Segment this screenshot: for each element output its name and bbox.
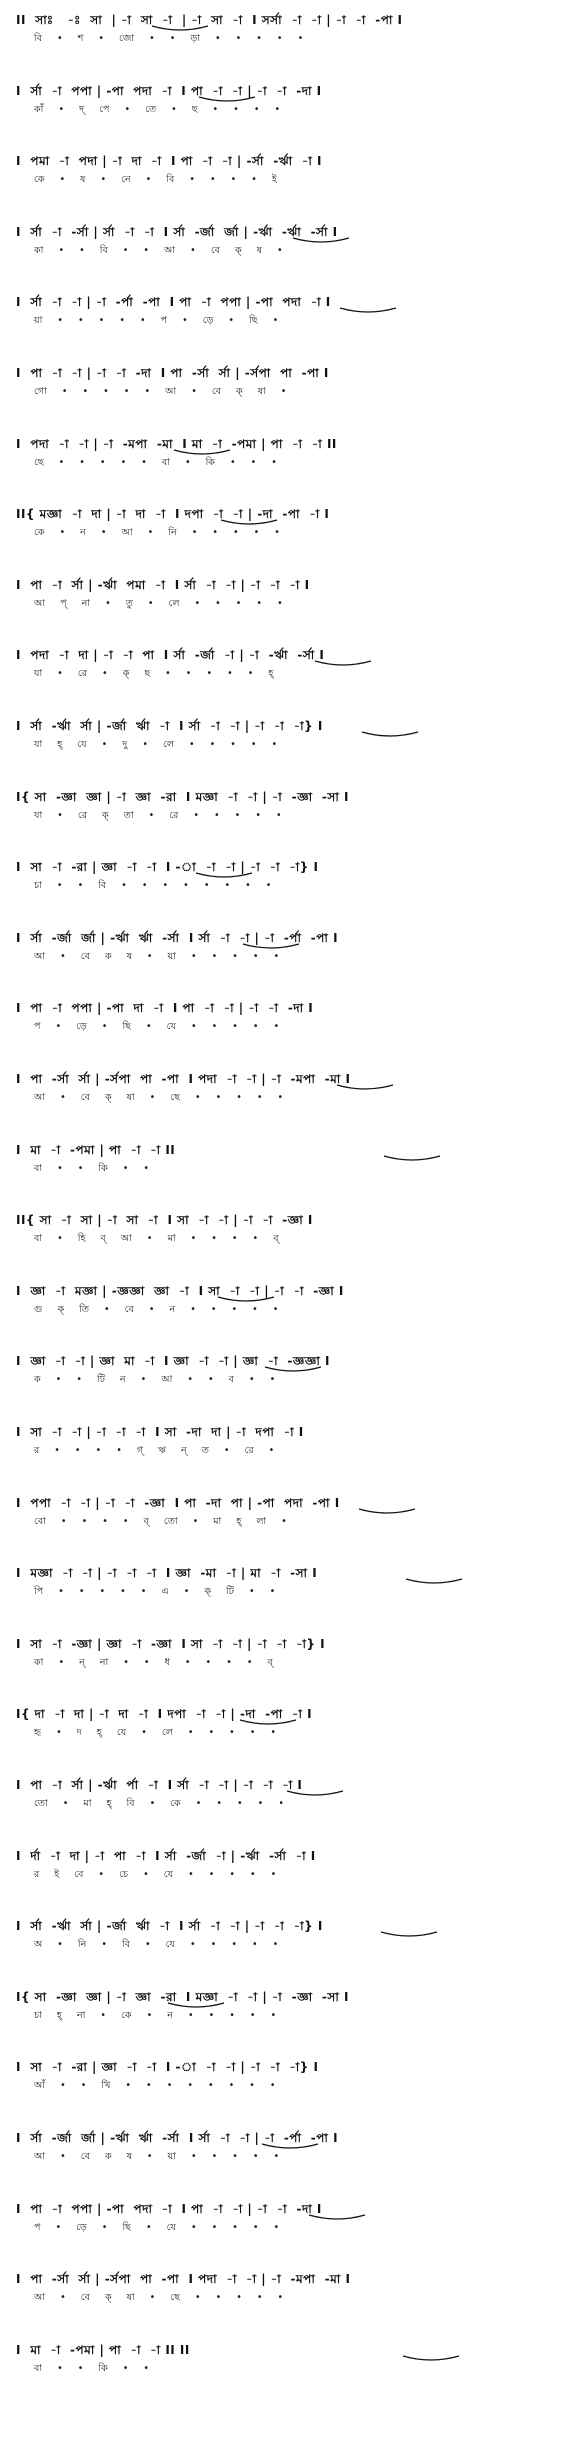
swara-line: I{ দা -া দা | -া দা -া I দপা -া -া | -দা -পা -া I [16, 1707, 313, 1722]
slur-mark [357, 1507, 417, 1517]
swara-line: I{ সা -জ্ঞা জ্ঞা | -া জ্ঞা -রা I মজ্ঞা -া -া | -া -জ্ঞা -সা I [16, 1989, 349, 2004]
lyric-line: কা • • বি • • আ • বে ক্ ষ • [34, 244, 286, 256]
notation-row [0, 1848, 580, 1888]
swara-line: I র্সা -া পপা | -পা পদা -া I পা -া -া | -া -া -দা I [16, 83, 322, 98]
swara-line: I র্সা -র্ঋা র্সা | -র্জা র্ঋা -া I র্সা -া -া | -া -া -া} I [16, 1919, 323, 1934]
notation-row [0, 577, 580, 617]
lyric-line: চা হ্ না • কে • ন • • • • • [34, 2009, 280, 2021]
lyric-line: গু ক্ তি • বে • ন • • • • • [34, 1303, 282, 1315]
notation-row [0, 1424, 580, 1464]
lyric-line: য়া • • • • • প • ড়ে • ছি • [34, 315, 282, 327]
lyric-line: যা হ্ যে • দু • লে • • • • • [34, 739, 281, 750]
slur-mark [401, 2354, 461, 2364]
notation-row [0, 1142, 580, 1182]
notation-row [0, 436, 580, 476]
slur-mark [260, 2142, 320, 2152]
lyric-line: কাঁ • দ্ পে • তে • ছ • • • • [34, 103, 284, 115]
notation-row [0, 1000, 580, 1040]
swara-line: I পা -া র্সা | -র্ঋা র্পা -া I র্সা -া -া | -া -া -া I [16, 1778, 303, 1792]
notation-row [0, 1989, 580, 2029]
notation-row [0, 2059, 580, 2099]
swara-line: I মজ্ঞা -া -া | -া -া -া I জ্ঞা -মা -া | মা -া -সা I [16, 1566, 318, 1581]
swara-line: I র্সা -া -র্সা | র্সা -া -া I র্সা -র্জা র্জা | -র্ঋা -র্ঋা -র্সা I [16, 224, 338, 239]
notation-row [0, 930, 580, 970]
lyric-line: বা • হি ব্ আ • মা • • • • ব্ [34, 1233, 282, 1245]
lyric-line: বি • শ • জো • • ড়া • • • • • [34, 33, 307, 44]
lyric-line: তো • মা হ্ বি • কে • • • • • [34, 1798, 287, 1809]
swara-line: I সা -া -রা | জ্ঞা -া -া I -া -া -া | -া -া -া} I [16, 2060, 319, 2075]
slur-mark [150, 24, 210, 34]
lyric-line: হৃ • দ হ্ যে • লে • • • • • [34, 1727, 280, 1739]
lyric-line: প • ড়ে • ছি • যে • • • • • [34, 2221, 283, 2233]
swara-line: I মা -া -পমা | পা -া -া II II [16, 2342, 190, 2357]
notation-row [0, 2201, 580, 2241]
swara-line: I র্সা -র্জা র্জা | -র্ঋা র্ঋা -র্সা I র্সা -া -া | -া -র্পা -পা I [16, 2131, 339, 2145]
lyric-line: আ প্ না • তু • লে • • • • • [34, 597, 286, 609]
lyric-line: চা • • বি • • • • • • • • [34, 880, 275, 892]
swara-line: I{ সা -জ্ঞা জ্ঞা | -া জ্ঞা -রা I মজ্ঞা -া -া | -া -জ্ঞা -সা I [16, 789, 349, 804]
swara-line: I র্দা -া দা | -া পা -া I র্সা -র্জা -া | -র্ঋা -র্সা -া I [16, 1848, 316, 1863]
lyric-line: আ • বে ক ষ • য়া • • • • • [34, 950, 283, 962]
notation-row [0, 1777, 580, 1817]
swara-line: I সা -া -া | -া -া -া I সা -দা দা | -া দপা -া I [16, 1425, 304, 1439]
slur-mark [241, 942, 301, 952]
swara-line: I পদা -া দা | -া -া পা I র্সা -র্জা -া | -া -র্ঋা -র্সা I [16, 648, 325, 663]
lyric-line: আঁ • • খি • • • • • • • • [34, 2080, 279, 2092]
slur-mark [216, 1295, 276, 1305]
slur-mark [194, 871, 254, 881]
slur-mark [335, 1083, 395, 1093]
lyric-line: পি • • • • • এ • ক্ টি • • [34, 1586, 279, 1598]
swara-line: I পা -র্সা র্সা | -র্সপা পা -পা I পদা -া -া | -া -মপা -মা I [16, 1072, 351, 1086]
notation-row [0, 789, 580, 829]
notation-row [0, 1353, 580, 1393]
lyric-line: কা • ন্ না • • ধ • • • • ব্ [34, 1656, 276, 1668]
swara-line: I পদা -া -া | -া -মপা -মা I মা -া -পমা | পা -া -া II [16, 436, 337, 451]
notation-row [0, 153, 580, 193]
notation-row [0, 224, 580, 264]
slur-mark [172, 448, 232, 458]
lyric-line: বো • • • • ব্ তো • মা হ্ লা • [34, 1515, 290, 1527]
lyric-line: র • • • • গ্ ঋ ন্ ত • রে • [34, 1445, 278, 1456]
lyric-line: কে • ষ • নে • বি • • • • ই [34, 174, 280, 186]
swara-line: II সাঃ -ঃ সা | -া সা -া | -া সা -া I সর্সা -া -া | -া -া -পা I [16, 13, 403, 27]
lyric-line: আ • বে ক্ ষা • ছে • • • • • [34, 1092, 287, 1103]
slur-mark [197, 95, 257, 105]
lyric-line: গো • • • • • আ • বে ক্ ষা • [34, 386, 290, 397]
swara-line: I পা -া র্সা | -র্ঋা পমা -া I র্সা -া -া | -া -া -া I [16, 577, 310, 592]
slur-mark [263, 1365, 323, 1375]
swara-line: I র্সা -র্জা র্জা | -র্ঋা র্ঋা -র্সা I র্সা -া -া | -া -র্পা -পা I [16, 930, 339, 945]
notation-row [0, 294, 580, 334]
slur-mark [219, 518, 279, 528]
notation-row [0, 859, 580, 899]
notation-row [0, 1706, 580, 1746]
notation-row [0, 1918, 580, 1958]
swara-line: I সা -া -রা | জ্ঞা -া -া I -া -া -া | -া -া -া} I [16, 860, 319, 875]
notation-row [0, 83, 580, 123]
notation-row [0, 365, 580, 405]
lyric-line: অ • নি • বি • যে • • • • • [34, 1939, 282, 1951]
notation-row [0, 12, 580, 52]
swara-line: I র্সা -া -া | -া -র্পা -পা I পা -া পপা | -পা পদা -া I [16, 295, 331, 310]
swara-line: I পা -া পপা | -পা পদা -া I পা -া -া | -া -া -দা I [16, 2201, 322, 2216]
notation-row [0, 1071, 580, 1111]
notation-row [0, 2342, 580, 2382]
swara-line: I পা -া পপা | -পা দা -া I পা -া -া | -া -া -দা I [16, 1001, 314, 1016]
notation-row [0, 1495, 580, 1535]
notation-row [0, 2271, 580, 2311]
lyric-line: আ • বে ক ষ • য়া • • • • • [34, 2151, 283, 2162]
lyric-line: প • ড়ে • ছি • যে • • • • • [34, 1021, 283, 1033]
slur-mark [360, 730, 420, 740]
swara-line: I জ্ঞা -া মজ্ঞা | -জ্ঞজ্ঞা জ্ঞা -া I সা -া -া | -া -া -জ্ঞা I [16, 1283, 344, 1298]
slur-mark [379, 1930, 439, 1940]
swara-line: I জ্ঞা -া -া | জ্ঞা মা -া I জ্ঞা -া -া | জ্ঞা -া -জ্ঞজ্ঞা I [16, 1354, 330, 1369]
swara-line: I পমা -া পদা | -া দা -া I পা -া -া | -র্সা -র্ঋা -া I [16, 154, 322, 169]
swara-line: II{ সা -া সা | -া সা -া I সা -া -া | -া -া -জ্ঞা I [16, 1213, 313, 1228]
slur-mark [238, 1718, 298, 1728]
swara-line: I পপা -া -া | -া -া -জ্ঞা I পা -দা পা | -পা পদা -পা I [16, 1495, 340, 1510]
slur-mark [338, 306, 398, 316]
swara-line: I সা -া -জ্ঞা | জ্ঞা -া -জ্ঞা I সা -া -া | -া -া -া} I [16, 1636, 326, 1651]
lyric-line: কে • ন • আ • নি • • • • • [34, 527, 283, 539]
notation-row [0, 647, 580, 687]
lyric-line: বা • • কি • • [34, 2362, 153, 2374]
slur-mark [382, 1154, 442, 1164]
slur-mark [285, 1789, 345, 1799]
slur-mark [313, 659, 373, 669]
notation-row [0, 718, 580, 758]
lyric-line: ছে • • • • • বা • কি • • • [34, 456, 280, 468]
lyric-line: বা • • কি • • [34, 1162, 153, 1174]
notation-row [0, 1636, 580, 1676]
swara-line: II{ মজ্ঞা -া দা | -া দা -া I দপা -া -া | -দা -পা -া I [16, 507, 330, 522]
notation-row [0, 1565, 580, 1605]
slur-mark [307, 2213, 367, 2223]
swara-line: I পা -র্সা র্সা | -র্সপা পা -পা I পদা -া -া | -া -মপা -মা I [16, 2272, 351, 2287]
swara-line: I র্সা -র্ঋা র্সা | -র্জা র্ঋা -া I র্সা -া -া | -া -া -া} I [16, 719, 323, 733]
notation-row [0, 506, 580, 546]
swara-line: I মা -া -পমা | পা -া -া II [16, 1142, 176, 1157]
lyric-line: যা • রে ক্ তা • রে • • • • • [34, 809, 285, 821]
slur-mark [404, 1577, 464, 1587]
swara-line: I পা -া -া | -া -া -দা I পা -র্সা র্সা | -র্সপা পা -পা I [16, 366, 329, 380]
slur-mark [166, 2001, 226, 2011]
notation-row [0, 2130, 580, 2170]
notation-row [0, 1283, 580, 1323]
slur-mark [291, 236, 351, 246]
notation-row [0, 1212, 580, 1252]
lyric-line: র ই বে • চে • যে • • • • • [34, 1868, 280, 1880]
lyric-line: যা • রে • ক্ ছ • • • • • হ্ [34, 668, 277, 680]
lyric-line: আ • বে ক্ ষা • ছে • • • • • [34, 2292, 287, 2304]
lyric-line: ক • • টি ন • আ • • ব • • [34, 1374, 279, 1386]
